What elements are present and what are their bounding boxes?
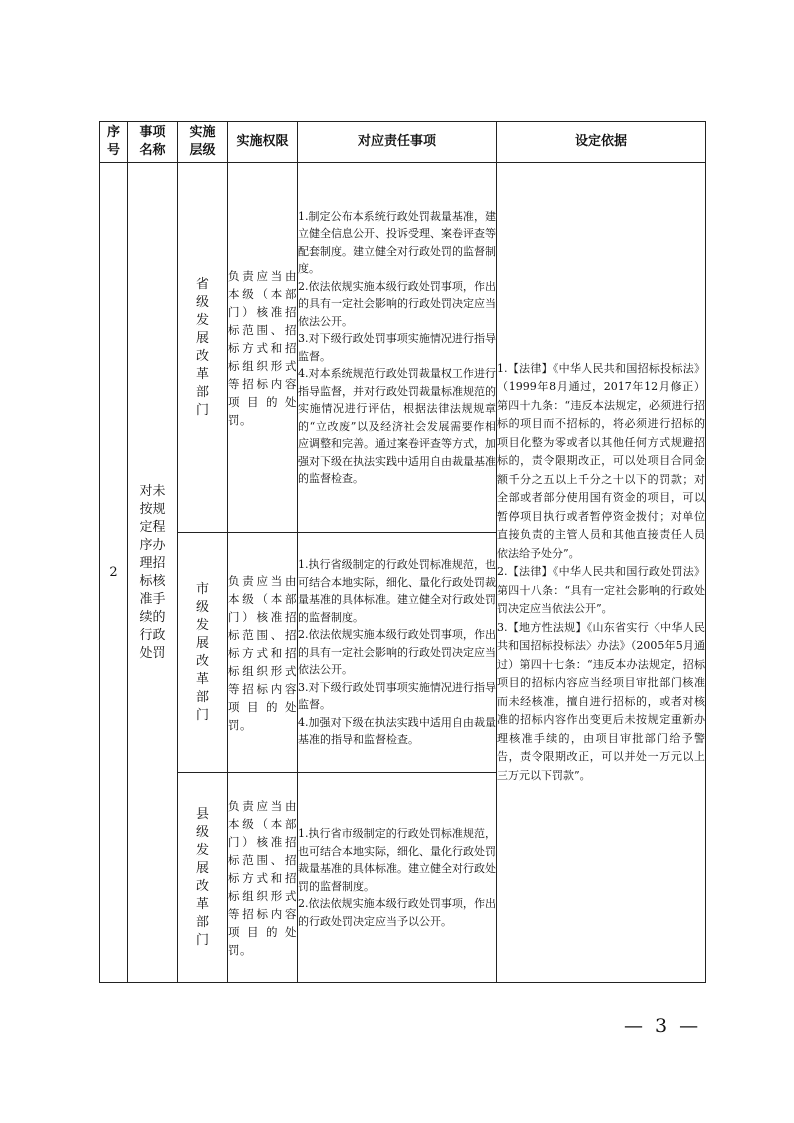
duty-item: 4.对本系统规范行政处罚裁量权工作进行指导监督，并对行政处罚裁量标准规范的实施情况进行评估，根据法律法规规章的“立改废”以及经济社会发展需要作相应调整和完善。通过案卷评查等方式，加强对下级在执法实践中适用自由裁量基准的监督检查。 xyxy=(298,367,496,485)
basis-item: 1.【法律】《中华人民共和国招标投标法》（1999年8月通过，2017年12月修正）第四十九条：“违反本法规定，必须进行招标的项目而不招标的，将必须进行招标的项目化整为零或者以其他任何方式规避招标的，责令限期改正，可以处项目合同金额千分之五以上千分之十以下的罚款；对全部或者部分使用国有资金的项目，可以暂停项目执行或者暂停资金拨付；对单位直接负责的主管人员和其他直接责任人员依法给予处分”。 xyxy=(497,361,705,560)
duties-cell xyxy=(298,163,497,533)
duty-item: 4.加强对下级在执法实践中适用自由裁量基准的指导和监督检查。 xyxy=(298,715,496,747)
page-number: — 3 — xyxy=(624,1015,702,1037)
header-row xyxy=(100,122,706,163)
level-name: 市级发展改革部门 xyxy=(178,533,228,773)
legal-basis-cell xyxy=(497,163,706,983)
duties-cell xyxy=(298,773,497,983)
duty-item: 2.依法依规实施本级行政处罚事项，作出的具有一定社会影响的行政处罚决定应当依法公开。 xyxy=(298,628,496,677)
header-duties: 对应责任事项 xyxy=(298,122,497,163)
header-basis: 设定依据 xyxy=(497,122,706,163)
authority-scope: 负责应当由本级（本部门）核准招标范围、招标方式和招标组织形式等招标内容项目的处罚。 xyxy=(228,163,298,533)
basis-item: 2.【法律】《中华人民共和国行政处罚法》第四十八条：“具有一定社会影响的行政处罚决定应当依法公开”。 xyxy=(497,565,705,616)
row-number: 2 xyxy=(100,163,128,983)
header-level: 实施层级 xyxy=(178,122,228,163)
level-name: 县级发展改革部门 xyxy=(178,773,228,983)
responsibility-table xyxy=(99,121,706,983)
duties-cell xyxy=(298,533,497,773)
duty-item: 1.制定公布本系统行政处罚裁量基准，建立健全信息公开、投诉受理、案卷评查等配套制度。建立健全对行政处罚的监督制度。 xyxy=(298,209,496,275)
duty-item: 3.对下级行政处罚事项实施情况进行指导监督。 xyxy=(298,680,496,712)
header-authority: 实施权限 xyxy=(228,122,298,163)
authority-scope: 负责应当由本级（本部门）核准招标范围、招标方式和招标组织形式等招标内容项目的处罚。 xyxy=(228,773,298,983)
header-no: 序号 xyxy=(100,122,128,163)
duty-item: 1.执行省级制定的行政处罚标准规范，也可结合本地实际，细化、量化行政处罚裁量基准的具体标准。建立健全对行政处罚的监督制度。 xyxy=(298,558,496,624)
duty-item: 2.依法依规实施本级行政处罚事项，作出的行政处罚决定应当予以公开。 xyxy=(298,897,496,928)
duty-item: 3.对下级行政处罚事项实施情况进行指导监督。 xyxy=(298,332,496,363)
basis-item: 3.【地方性法规】《山东省实行〈中华人民共和国招标投标法〉办法》（2005年5月通过）第四十七条：“违反本办法规定，招标项目的招标内容应当经项目审批部门核准而未经核准，擅自进行招标的，或者对核准的招标内容作出变更后未按规定重新办理核准手续的，由项目审批部门给予警告，责令限期改正，可以并处一万元以上三万元以下罚款”。 xyxy=(497,620,705,782)
header-item-name: 事项名称 xyxy=(128,122,178,163)
duty-item: 2.依法依规实施本级行政处罚事项，作出的具有一定社会影响的行政处罚决定应当依法公开。 xyxy=(298,279,496,328)
level-name: 省级发展改革部门 xyxy=(178,163,228,533)
item-name: 对未按规定程序办理招标核准手续的行政处罚 xyxy=(128,163,178,983)
authority-scope: 负责应当由本级（本部门）核准招标范围、招标方式和招标组织形式等招标内容项目的处罚。 xyxy=(228,533,298,773)
table-row xyxy=(100,163,706,533)
duty-item: 1.执行省市级制定的行政处罚标准规范，也可结合本地实际，细化、量化行政处罚裁量基准的具体标准。建立健全对行政处罚的监督制度。 xyxy=(298,827,496,893)
